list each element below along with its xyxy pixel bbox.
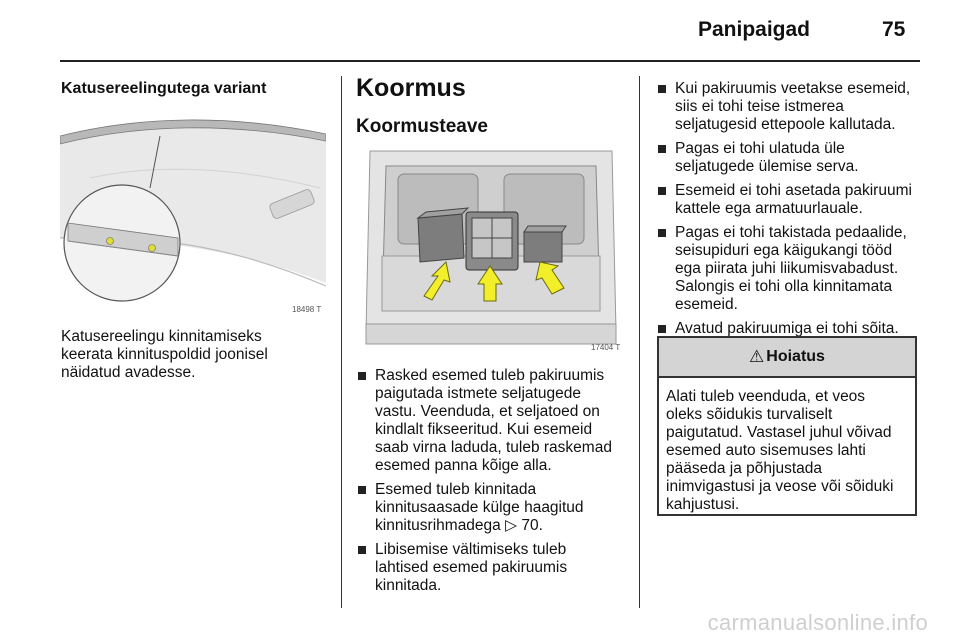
section-subheading: Koormusteave: [356, 116, 488, 137]
warning-line: Alati tuleb veenduda, et veos: [666, 388, 866, 405]
bullet-square-icon: [658, 85, 666, 93]
bullet-line: seljatugesid ettepoole kallutada.: [675, 116, 896, 133]
cargo-figure-id: 17404 T: [591, 343, 621, 352]
warning-line: kahjustusi.: [666, 496, 740, 513]
roof-rail-caption-line-3: näidatud avadesse.: [61, 364, 196, 381]
header-rule: [60, 60, 920, 62]
bullet-square-icon: [358, 486, 366, 494]
roof-rail-caption-line-2: keerata kinnituspoldid joonisel: [61, 346, 268, 363]
bullet-square-icon: [358, 372, 366, 380]
bullet-square-icon: [658, 325, 666, 333]
bullet-no-fold-seats: [658, 80, 928, 134]
warning-triangle-icon: ⚠: [749, 347, 765, 366]
bullet-line: lahtised esemed pakiruumis: [375, 559, 568, 576]
warning-line: esemed auto sisemuses lahti: [666, 442, 866, 459]
page-number: 75: [882, 18, 906, 41]
bullet-line: Salongis ei tohi olla kinnitamata: [675, 278, 893, 295]
roof-rail-caption-line-1: Katusereelingu kinnitamiseks: [61, 328, 262, 345]
warning-header: [659, 338, 915, 378]
warning-line: oleks sõidukis turvaliselt: [666, 406, 833, 423]
bullet-secure-straps: [358, 481, 636, 535]
cargo-figure: [358, 146, 624, 356]
bullet-line: seisupiduri ega käigukangi tööd: [675, 242, 893, 259]
column-divider-1: [341, 76, 342, 608]
bullet-square-icon: [658, 145, 666, 153]
bullet-line: Rasked esemed tuleb pakiruumis: [375, 367, 605, 384]
bullet-line: Libisemise vältimiseks tuleb: [375, 541, 567, 558]
bullet-line: Pagas ei tohi ulatuda üle: [675, 140, 845, 157]
bumper: [366, 324, 616, 344]
box-left: [418, 214, 464, 262]
bullet-line: esemed panna kõige alla.: [375, 457, 552, 474]
bullet-line: vastu. Veenduda, et seljatoed on: [375, 403, 600, 420]
bullet-prevent-sliding: [358, 541, 636, 595]
watermark: carmanualsonline.info: [707, 610, 928, 635]
bullet-line: kinnitada.: [375, 577, 442, 594]
warning-line: pääseda ja põhjustada: [666, 460, 822, 477]
roof-rail-heading: Katusereelingutega variant: [61, 80, 267, 97]
bullet-line: Pagas ei tohi takistada pedaalide,: [675, 224, 907, 241]
warning-line: paigutatud. Vastasel juhul võivad: [666, 424, 892, 441]
middle-bullet-list: [358, 367, 636, 601]
mount-hole-1-icon: [107, 238, 114, 245]
bullet-line: kattele ega armatuurlauale.: [675, 200, 863, 217]
bullet-line: Avatud pakiruumiga ei tohi sõita.: [675, 320, 899, 337]
bullet-line: Esemed tuleb kinnitada: [375, 481, 537, 498]
roof-rail-figure: [60, 108, 326, 318]
warning-line: inimvigastusi ja veose või sõiduki: [666, 478, 894, 495]
warning-box: [657, 336, 917, 516]
bullet-line: paigutada istmete seljatugede: [375, 385, 581, 402]
section-heading: Koormus: [356, 74, 466, 102]
header-title: Panipaigad: [697, 18, 810, 41]
roof-rail-figure-id: 18498 T: [292, 305, 322, 314]
bullet-line: Kui pakiruumis veetakse esemeid,: [675, 80, 911, 97]
box-right-top: [524, 226, 566, 232]
bullet-square-icon: [658, 187, 666, 195]
box-right: [524, 232, 562, 262]
bullet-luggage-height: [658, 140, 928, 176]
bullet-line: saab virna laduda, tuleb raskemad: [375, 439, 612, 456]
bullet-line: esemeid.: [675, 296, 738, 313]
bullet-square-icon: [658, 229, 666, 237]
bullet-line: kindlalt fikseeritud. Kui esemeid: [375, 421, 593, 438]
mount-hole-2-icon: [149, 245, 156, 252]
warning-body: [659, 378, 915, 514]
right-bullet-list: [658, 80, 928, 344]
bullet-line: ega piirata juhi liikumisvabadust.: [675, 260, 899, 277]
column-divider-2: [639, 76, 640, 608]
bullet-no-obstruct-pedals: [658, 224, 928, 314]
bullet-line-page-ref[interactable]: kinnitusrihmadega ▷ 70.: [375, 517, 543, 534]
warning-title: Hoiatus: [766, 348, 825, 365]
bullet-line: kinnitusaasade külge haagitud: [375, 499, 584, 516]
bullet-line: seljatugede ülemise serva.: [675, 158, 859, 175]
bullet-no-items-on-cover: [658, 182, 928, 218]
bullet-line: siis ei tohi teise istmerea: [675, 98, 844, 115]
bullet-square-icon: [358, 546, 366, 554]
bullet-line: Esemeid ei tohi asetada pakiruumi: [675, 182, 912, 199]
bullet-heavy-items: [358, 367, 636, 475]
